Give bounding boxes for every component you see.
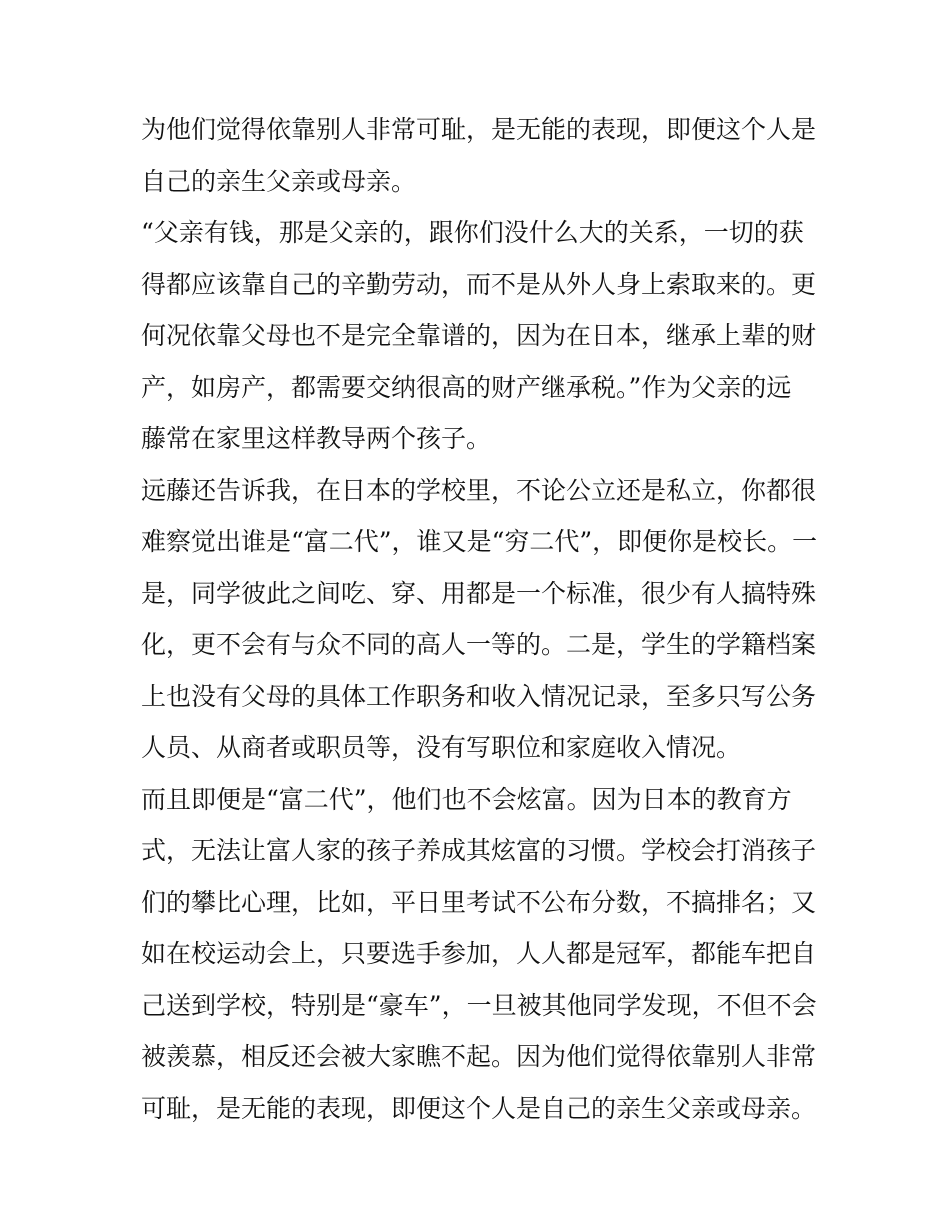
text-line-13: 人员、从商者或职员等，没有写职位和家庭收入情况。 xyxy=(141,733,742,762)
body-text xyxy=(141,104,821,1134)
text-line-19: 被羡慕，相反还会被大家瞧不起。因为他们觉得依靠别人非常 xyxy=(141,1042,817,1071)
text-line-7: 藤常在家里这样教导两个孩子。 xyxy=(141,424,492,453)
text-line-16: 们的攀比心理，比如，平日里考试不公布分数，不搞排名；又 xyxy=(141,887,817,917)
text-line-17: 如在校运动会上，只要选手参加，人人都是冠军，都能车把自 xyxy=(141,939,817,968)
text-line-6: 产，如房产，都需要交纳很高的财产继承税。”作为父亲的远 xyxy=(141,372,792,402)
text-line-14: 而且即便是“富二代”，他们也不会炫富。因为日本的教育方 xyxy=(141,784,792,814)
text-line-11: 化，更不会有与众不同的高人一等的。二是，学生的学籍档案 xyxy=(141,630,817,659)
text-line-8: 远藤还告诉我，在日本的学校里，不论公立还是私立，你都很 xyxy=(141,475,817,505)
text-line-4: 得都应该靠自己的辛勤劳动，而不是从外人身上索取来的。更 xyxy=(141,269,817,299)
text-line-3: “父亲有钱，那是父亲的，跟你们没什么大的关系，一切的获 xyxy=(141,218,804,247)
text-line-1: 为他们觉得依靠别人非常可耻，是无能的表现，即便这个人是 xyxy=(141,115,817,144)
text-line-12: 上也没有父母的具体工作职务和收入情况记录，至多只写公务 xyxy=(141,681,817,711)
text-line-18: 己送到学校，特别是“豪车”，一旦被其他同学发现，不但不会 xyxy=(141,990,817,1020)
text-line-5: 何况依靠父母也不是完全靠谱的，因为在日本，继承上辈的财 xyxy=(141,321,817,350)
text-line-20: 可耻，是无能的表现，即便这个人是自己的亲生父亲或母亲。 xyxy=(141,1093,817,1123)
text-line-15: 式，无法让富人家的孩子养成其炫富的习惯。学校会打消孩子 xyxy=(141,836,817,865)
text-line-2: 自己的亲生父亲或母亲。 xyxy=(141,166,417,196)
text-line-9: 难察觉出谁是“富二代”，谁又是“穷二代”，即便你是校长。一 xyxy=(141,527,818,556)
text-line-10: 是，同学彼此之间吃、穿、用都是一个标准，很少有人搞特殊 xyxy=(141,578,817,608)
